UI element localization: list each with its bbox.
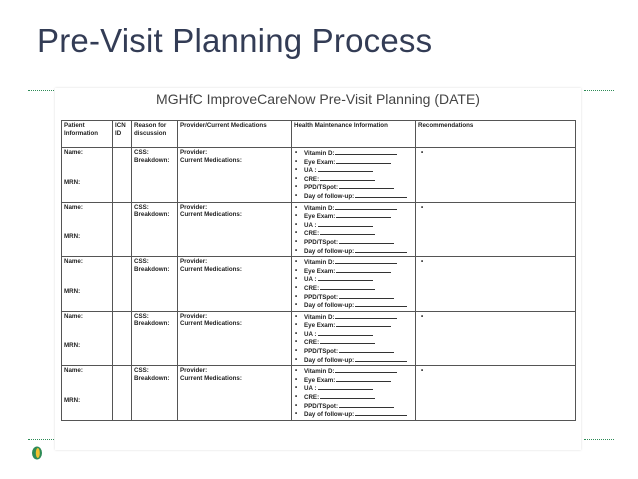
- mrn-label: MRN:: [64, 342, 81, 350]
- health-item: • Day of follow-up:: [304, 192, 413, 201]
- name-label: Name:: [64, 258, 83, 266]
- css-label: CSS:: [134, 258, 149, 266]
- icn-id-cell: [113, 311, 132, 366]
- provider-cell: [178, 257, 292, 312]
- name-label: Name:: [64, 312, 83, 320]
- health-item: • CRE:: [304, 175, 413, 184]
- mrn-label: MRN:: [64, 396, 81, 404]
- recommendation-bullet: •: [421, 258, 424, 266]
- table-header-row: [62, 121, 576, 148]
- health-item: • UA :: [304, 166, 413, 175]
- health-item: • Day of follow-up:: [304, 247, 413, 256]
- health-item-list: [294, 149, 413, 201]
- document-title: MGHfC ImproveCareNow Pre-Visit Planning (DATE): [156, 91, 480, 107]
- divider-left-bottom: [28, 439, 58, 440]
- icn-id-cell: [113, 257, 132, 312]
- icn-id-cell: [113, 202, 132, 257]
- health-item: • PPD/TSpot:: [304, 293, 413, 302]
- mrn-label: MRN:: [64, 233, 81, 241]
- health-item-list: [294, 367, 413, 419]
- reason-cell: [132, 311, 178, 366]
- provider-label: Provider:: [180, 367, 208, 375]
- reason-cell: [132, 257, 178, 312]
- icn-id-cell: [113, 366, 132, 421]
- provider-label: Provider:: [180, 258, 208, 266]
- breakdown-label: Breakdown:: [134, 156, 170, 164]
- health-item-list: [294, 313, 413, 365]
- patient-info-cell: [62, 366, 113, 421]
- patient-info-cell: [62, 202, 113, 257]
- column-header: ICN ID: [113, 121, 132, 148]
- provider-label: Provider:: [180, 203, 208, 211]
- health-item: • UA :: [304, 330, 413, 339]
- css-label: CSS:: [134, 149, 149, 156]
- column-header: Provider/Current Medications: [178, 121, 292, 148]
- medications-label: Current Medications:: [180, 211, 242, 219]
- name-label: Name:: [64, 203, 83, 211]
- health-item: • Eye Exam:: [304, 212, 413, 221]
- planning-table: [61, 120, 576, 421]
- column-header: Reason for discussion: [132, 121, 178, 148]
- mrn-label: MRN:: [64, 178, 81, 186]
- divider-left-top: [28, 90, 58, 91]
- recommendation-bullet: •: [421, 149, 424, 156]
- health-item: • Day of follow-up:: [304, 301, 413, 310]
- health-item: • PPD/TSpot:: [304, 238, 413, 247]
- name-label: Name:: [64, 367, 83, 375]
- mrn-label: MRN:: [64, 287, 81, 295]
- health-item: • PPD/TSpot:: [304, 183, 413, 192]
- table-row: [62, 311, 576, 366]
- health-item-list: [294, 258, 413, 310]
- health-item: • CRE:: [304, 338, 413, 347]
- document-sheet: [55, 88, 581, 450]
- name-label: Name:: [64, 149, 83, 156]
- provider-cell: [178, 366, 292, 421]
- table-row: [62, 366, 576, 421]
- recommendations-cell: [416, 148, 576, 203]
- patient-info-cell: [62, 148, 113, 203]
- provider-cell: [178, 202, 292, 257]
- health-item: • CRE:: [304, 284, 413, 293]
- health-maintenance-cell: [292, 148, 416, 203]
- recommendations-cell: [416, 311, 576, 366]
- health-maintenance-cell: [292, 311, 416, 366]
- recommendations-cell: [416, 202, 576, 257]
- health-item: • UA :: [304, 384, 413, 393]
- health-item: • PPD/TSpot:: [304, 347, 413, 356]
- health-item: • UA :: [304, 275, 413, 284]
- medications-label: Current Medications:: [180, 265, 242, 273]
- health-item: • Eye Exam:: [304, 376, 413, 385]
- css-label: CSS:: [134, 312, 149, 320]
- health-item: • CRE:: [304, 393, 413, 402]
- provider-label: Provider:: [180, 312, 208, 320]
- health-maintenance-cell: [292, 257, 416, 312]
- health-item: • Day of follow-up:: [304, 410, 413, 419]
- recommendation-bullet: •: [421, 312, 424, 320]
- patient-info-cell: [62, 311, 113, 366]
- health-item: • Vitamin D:: [304, 149, 413, 158]
- health-item: • Day of follow-up:: [304, 356, 413, 365]
- health-item: • Vitamin D:: [304, 258, 413, 267]
- leaf-logo-icon: [31, 446, 43, 460]
- reason-cell: [132, 148, 178, 203]
- css-label: CSS:: [134, 203, 149, 211]
- table-row: [62, 257, 576, 312]
- health-item: • Vitamin D:: [304, 204, 413, 213]
- medications-label: Current Medications:: [180, 374, 242, 382]
- health-item: • Eye Exam:: [304, 321, 413, 330]
- breakdown-label: Breakdown:: [134, 374, 170, 382]
- provider-cell: [178, 148, 292, 203]
- health-item-list: [294, 204, 413, 256]
- provider-cell: [178, 311, 292, 366]
- health-item: • PPD/TSpot:: [304, 402, 413, 411]
- recommendations-cell: [416, 366, 576, 421]
- breakdown-label: Breakdown:: [134, 265, 170, 273]
- health-item: • UA :: [304, 221, 413, 230]
- table-row: [62, 202, 576, 257]
- health-item: • CRE:: [304, 229, 413, 238]
- medications-label: Current Medications:: [180, 320, 242, 328]
- health-maintenance-cell: [292, 202, 416, 257]
- provider-label: Provider:: [180, 149, 208, 156]
- divider-right-bottom: [584, 439, 614, 440]
- health-maintenance-cell: [292, 366, 416, 421]
- icn-id-cell: [113, 148, 132, 203]
- reason-cell: [132, 366, 178, 421]
- health-item: • Eye Exam:: [304, 267, 413, 276]
- css-label: CSS:: [134, 367, 149, 375]
- column-header: Health Maintenance Information: [292, 121, 416, 148]
- divider-right-top: [584, 90, 614, 91]
- reason-cell: [132, 202, 178, 257]
- recommendation-bullet: •: [421, 203, 424, 211]
- recommendations-cell: [416, 257, 576, 312]
- medications-label: Current Medications:: [180, 156, 242, 164]
- breakdown-label: Breakdown:: [134, 320, 170, 328]
- breakdown-label: Breakdown:: [134, 211, 170, 219]
- recommendation-bullet: •: [421, 367, 424, 375]
- column-header: Recommendations: [416, 121, 576, 148]
- health-item: • Vitamin D:: [304, 313, 413, 322]
- patient-info-cell: [62, 257, 113, 312]
- column-header: Patient Information: [62, 121, 113, 148]
- health-item: • Vitamin D:: [304, 367, 413, 376]
- table-row: [62, 148, 576, 203]
- health-item: • Eye Exam:: [304, 158, 413, 167]
- slide-title: Pre-Visit Planning Process: [37, 22, 433, 59]
